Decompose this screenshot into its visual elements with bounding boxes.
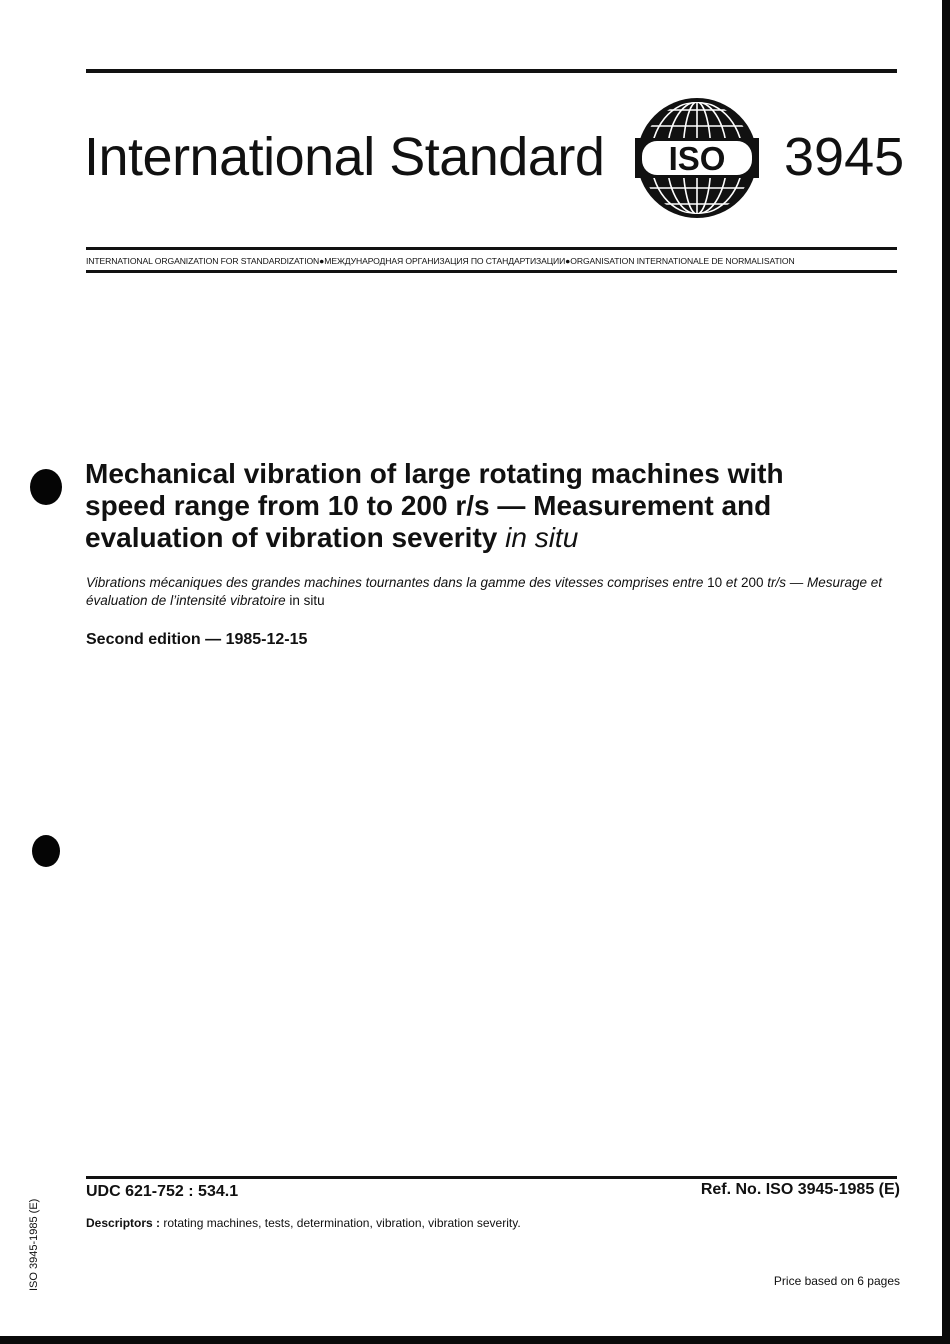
descriptors-text: rotating machines, tests, determination, vibration, vibration severity.	[163, 1216, 521, 1230]
footer-rule	[86, 1176, 897, 1179]
standard-number: 3945	[784, 127, 905, 187]
french-title-unit: tr/s — Mesurage et évaluation de l’intensité vibratoire	[86, 575, 883, 608]
udc-code: UDC 621-752 : 534.1	[86, 1183, 239, 1200]
standard-heading: International Standard	[84, 127, 605, 187]
document-title-text: Mechanical vibration of large rotating machines with speed range from 10 to 200 r/s — Measurement and evaluation of vibration severity	[85, 458, 784, 553]
french-title-et: et	[725, 575, 738, 590]
reference-number: Ref. No. ISO 3945-1985 (E)	[700, 1181, 900, 1198]
org-top-rule	[86, 247, 897, 250]
document-title-suffix: in situ	[505, 522, 579, 553]
header-top-rule	[86, 69, 897, 73]
punch-hole-mark	[32, 835, 60, 867]
price-note: Price based on 6 pages	[773, 1274, 900, 1288]
french-title-suffix: in situ	[289, 593, 325, 608]
organization-line: INTERNATIONAL ORGANIZATION FOR STANDARDIZATION●МЕЖДУНАРОДНАЯ ОРГАНИЗАЦИЯ ПО СТАНДАРТИЗАЦИИ●ORGANISATION INTERNATIONALE DE NORMALISATION	[86, 256, 795, 266]
french-title	[86, 574, 906, 610]
punch-hole-mark	[30, 469, 62, 505]
scan-edge-right	[942, 0, 950, 1344]
descriptors-label: Descriptors :	[86, 1216, 161, 1230]
side-reference-code: ISO 3945-1985 (E)	[28, 1198, 40, 1291]
french-title-num2: 200	[740, 575, 764, 590]
edition-line: Second edition — 1985-12-15	[86, 631, 308, 648]
french-title-num1: 10	[707, 575, 723, 590]
french-title-text: Vibrations mécaniques des grandes machines tournantes dans la gamme des vitesses comprises entre	[86, 575, 704, 590]
document-title	[85, 458, 865, 554]
scan-edge-bottom	[0, 1336, 950, 1344]
iso-logo-icon	[635, 96, 759, 220]
descriptors-line	[86, 1216, 521, 1230]
iso-logo-text: ISO	[668, 140, 726, 177]
org-bottom-rule	[86, 270, 897, 273]
